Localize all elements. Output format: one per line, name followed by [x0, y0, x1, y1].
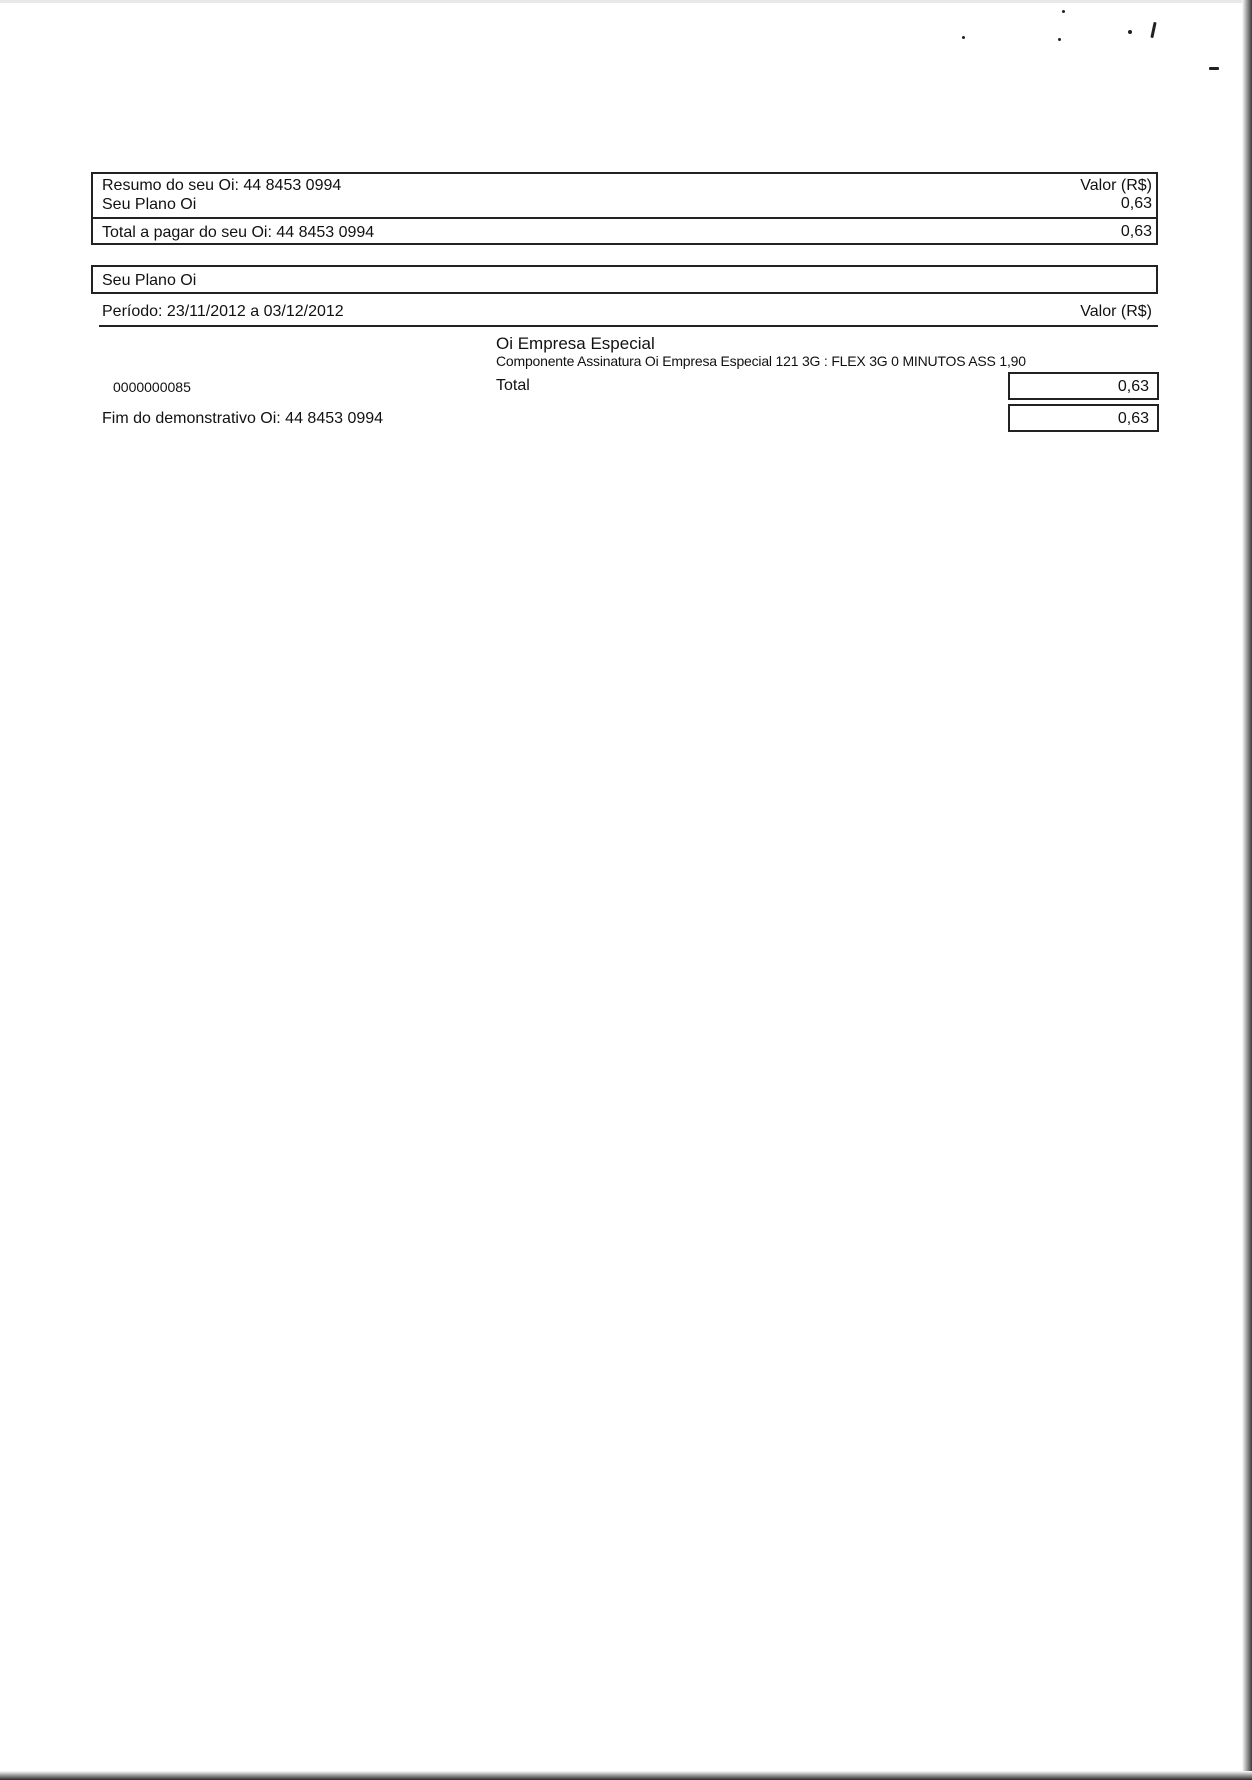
- summary-plan-value: 0,63: [1120, 195, 1152, 212]
- scan-edge-top: [0, 0, 1252, 3]
- plan-section-header-box: [91, 265, 1158, 294]
- summary-total-label: Total a pagar do seu Oi: 44 8453 0994: [102, 224, 375, 241]
- plan-value-header: Valor (R$): [1080, 303, 1152, 320]
- product-name: Oi Empresa Especial: [496, 334, 655, 353]
- end-value-box: [1008, 404, 1159, 432]
- scan-edge-bottom: [0, 1771, 1252, 1780]
- end-label: Fim do demonstrativo Oi: 44 8453 0994: [102, 410, 384, 427]
- plan-total-label: Total: [496, 377, 530, 394]
- summary-value-header: Valor (R$): [1080, 177, 1152, 194]
- scan-speck: [962, 36, 965, 39]
- summary-plan-label: Seu Plano Oi: [102, 196, 197, 213]
- summary-divider: [93, 217, 1156, 219]
- summary-total-value: 0,63: [1120, 223, 1152, 240]
- scan-edge-right: [1242, 0, 1252, 1780]
- plan-period: Período: 23/11/2012 a 03/12/2012: [102, 303, 344, 320]
- period-underline: [99, 325, 1158, 327]
- plan-section-title: Seu Plano Oi: [102, 272, 197, 289]
- scan-speck: [1062, 10, 1065, 13]
- scan-speck: [1058, 38, 1061, 41]
- scan-speck: [1128, 30, 1132, 34]
- plan-total-box: [1008, 372, 1159, 400]
- summary-title: Resumo do seu Oi: 44 8453 0994: [102, 177, 342, 194]
- scan-speck: [1150, 22, 1156, 38]
- item-code: 0000000085: [113, 379, 191, 395]
- plan-total-value: 0,63: [1117, 378, 1149, 395]
- end-value: 0,63: [1117, 410, 1149, 427]
- product-component: Componente Assinatura Oi Empresa Especial 121 3G : FLEX 3G 0 MINUTOS ASS 1,90: [496, 353, 1026, 369]
- scan-speck: [1209, 67, 1219, 70]
